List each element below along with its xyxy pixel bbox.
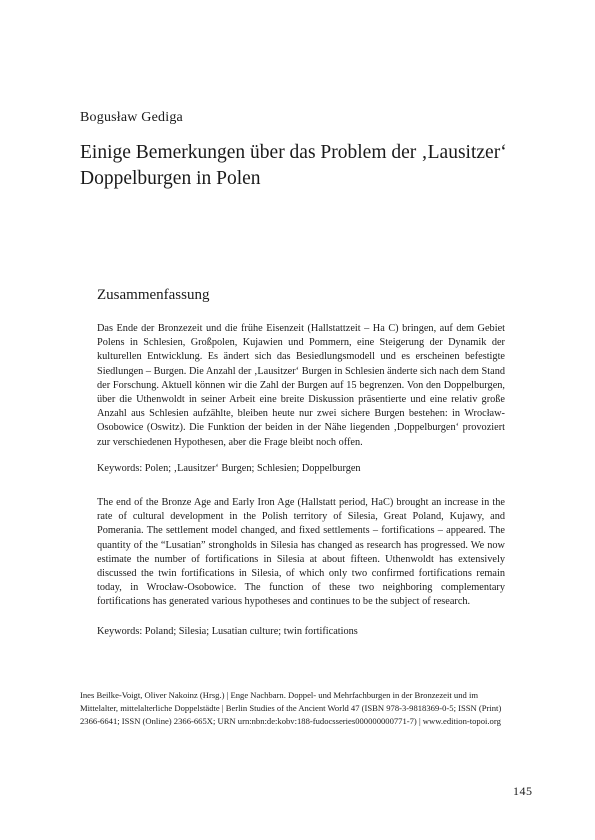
article-title: Einige Bemerkungen über das Problem der ‚Lausitzer‘ Doppelburgen in Polen <box>80 142 507 189</box>
keywords-german: Keywords: Polen; ‚Lausitzer‘ Burgen; Schlesien; Doppelburgen <box>97 463 361 474</box>
citation-footer: Ines Beilke-Voigt, Oliver Nakoinz (Hrsg.) | Enge Nachbarn. Doppel- und Mehrfachburgen in der Bronzezeit und im Mittelalter, mittelalterliche Doppelstädte | Berlin Studies of the Ancient World 47 (ISBN 978-3-9818369-0-5; ISSN (Print) 2366-6641; ISSN (Online) 2366-665X; URN urn:nbn:de:kobv:188-fudocsseries000000000771-7) | www.edition-topoi.org <box>80 690 502 726</box>
abstract-heading: Zusammenfassung <box>97 287 210 303</box>
abstract-german: Das Ende der Bronzezeit und die frühe Eisenzeit (Hallstattzeit – Ha C) bringen, auf dem Gebiet Polens in Schlesien, Großpolen, Kujawien und Pommern, eine Steigerung der Dynamik der kulturellen Entwicklung. Es ändert sich das Besiedlungsmodell und es erscheinen befestigte Siedlungen – Burgen. Die Anzahl der ‚Lausitzer‘ Burgen in Schlesien änderte sich nach dem Stand der Forschung. Aktuell können wir die Zahl der Burgen auf 15 begrenzen. Von den Doppelburgen, über die Uthenwoldt in seiner Arbeit eine breite Diskussion präsentierte und eine relativ große Anzahl aus Schlesien aufzählte, bleiben heute nur zwei sichere Burgen bestehen: in Wrocław-Osobowice (Oswitz). Die Funktion der beiden in der Nähe liegenden ‚Doppelburgen‘ provoziert zur verschiedenen Hypothesen, aber die Frage bleibt noch offen. <box>97 323 505 448</box>
keywords-english: Keywords: Poland; Silesia; Lusatian culture; twin fortifications <box>97 626 358 637</box>
author-name: Bogusław Gediga <box>80 110 183 125</box>
abstract-english: The end of the Bronze Age and Early Iron Age (Hallstatt period, HaC) brought an increase in the rate of cultural development in the Polish territory of Silesia, Great Poland, Kujawy, and Pomerania. The settlement model changed, and fixed settlements – fortifications – appeared. The quantity of the “Lusatian” strongholds in Silesia has changed as research has progressed. We now estimate the number of fortifications in Silesia at about fifteen. Uthenwoldt has extensively discussed the twin fortifications in Silesia, of which only two confirmed fortifications remain today, in Wrocław-Osobowice. The function of these two neighboring complementary fortifications has generated various hypotheses and continues to be the subject of research. <box>97 497 505 608</box>
page-number: 145 <box>513 784 533 798</box>
